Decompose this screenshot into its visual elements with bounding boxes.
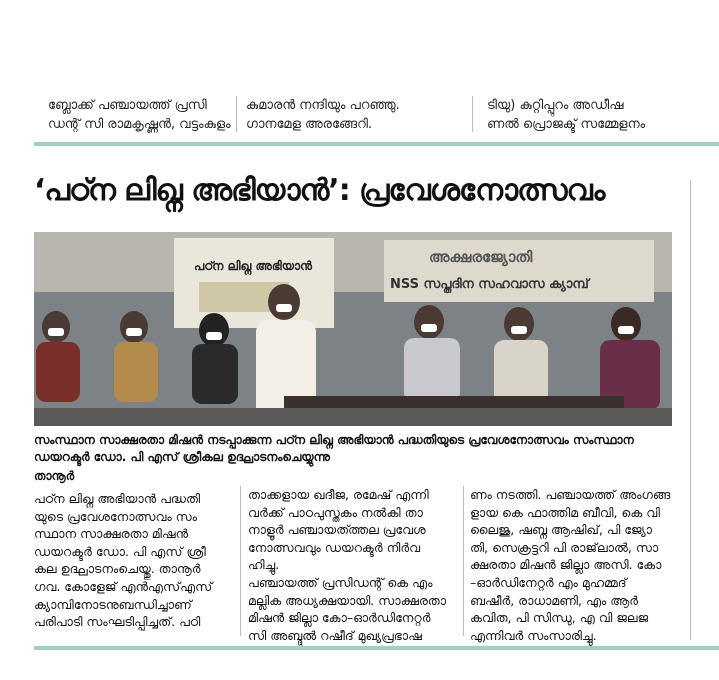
section-divider bbox=[34, 142, 719, 146]
banner-right-text: NSS സപ്തദിന സഹവാസ ക്യാമ്പ് bbox=[390, 277, 589, 292]
article-line: നോത്സവവും ഡയറക്ടർ നിർവ bbox=[248, 539, 421, 555]
snippet-line: ഗാനമേള അരങ്ങേറി. bbox=[246, 117, 373, 132]
article-headline: ‘പഠ്ന ലിഖ്ന അഭിയാൻ’: പ്രവേശനോത്സവം bbox=[34, 173, 605, 208]
article-line: മല്ലിക അധ്യക്ഷയായി. സാക്ഷരതാ bbox=[248, 592, 447, 608]
article-line: എന്നിവർ സംസാരിച്ചു. bbox=[470, 627, 597, 643]
snippet-line: ഡന്റ് സി രാമകൃഷ്ണൻ, വട്ടംകുളം bbox=[48, 117, 231, 132]
column-rule bbox=[472, 96, 473, 132]
section-divider-bottom bbox=[34, 646, 719, 650]
article-line: –ഓർഡിനേറ്റർ എം മുഹമ്മദ് bbox=[470, 574, 627, 590]
article-line: സ്ഥാന സാക്ഷരതാ മിഷൻ bbox=[34, 526, 189, 542]
column-rule bbox=[240, 486, 241, 636]
column-rule bbox=[236, 96, 237, 132]
photo-caption: സംസ്ഥാന സാക്ഷരതാ മിഷൻ നടപ്പാക്കുന്ന പഠ്ന ലിഖ്ന അഭിയാൻ പദ്ധതിയുടെ പ്രവേശനോത്സവം സംസ്ഥാന ഡയറക്ടർ ഡോ. പി എസ് ശ്രീകല ഉദ്ഘാടനംചെയ്യുന്നു bbox=[34, 433, 634, 464]
article-line: താക്കളായ ഖദീജ, രമേഷ് എന്നി bbox=[248, 487, 429, 502]
article-column-3 bbox=[470, 486, 680, 644]
snippet-line: ടിയു) കുറ്റിപ്പുറം അഡീഷ bbox=[487, 98, 624, 113]
article-line: ഹിച്ചു. bbox=[248, 557, 280, 573]
article-line: ബഷീർ, രാധാമണി, എം ആർ bbox=[470, 592, 638, 608]
article-line: വർക്ക് പാഠപുസ്തകം നൽകി താ bbox=[248, 504, 423, 520]
prev-article-snippet-1 bbox=[48, 96, 231, 134]
article-column-2 bbox=[248, 486, 456, 644]
article-line: ഗവ. കോളേജ് എൻഎസ്എസ് bbox=[34, 578, 213, 594]
article-line: പരിപാടി സംഘടിപ്പിച്ചത്. പഠി bbox=[34, 614, 201, 630]
article-line: ലൈജു, ഷബ്ന ആഷിഖ്, പി ജ്യോ bbox=[470, 522, 652, 538]
article-line: ണം നടത്തി. പഞ്ചായത്ത് അംഗങ്ങ bbox=[470, 487, 671, 502]
article-line: പഞ്ചായത്ത് പ്രസിഡന്റ് കെ എം bbox=[248, 574, 433, 590]
snippet-line: ണൽ പ്രൊജക്ട് സമ്മേളനം bbox=[487, 117, 646, 132]
article-column-1 bbox=[34, 490, 234, 631]
column-rule bbox=[690, 180, 691, 640]
article-line: കവിത, പി സിന്ധു, എ വി ജലജ bbox=[470, 610, 649, 626]
prev-article-snippet-3 bbox=[487, 96, 645, 134]
article-line: ഡയറക്ടർ ഡോ. പി എസ് ശ്രീ bbox=[34, 543, 206, 559]
article-line: ക്യാമ്പിനോടനുബന്ധിച്ചാണ് bbox=[34, 596, 192, 612]
article-photo[interactable] bbox=[34, 232, 672, 426]
article-line: ക്ഷരതാ മിഷൻ ജില്ലാ അസി. കോ bbox=[470, 557, 662, 573]
banner-right-top-text: അക്ഷരജ്യോതി bbox=[429, 248, 533, 266]
article-line: കല ഉദ്ഘാടനംചെയ്തു. താനൂർ bbox=[34, 561, 201, 577]
snippet-line: ബ്ലോക്ക് പഞ്ചായത്ത് പ്രസി bbox=[48, 98, 207, 113]
article-line: തി, സെക്രട്ടറി പി രാജ്‌ലാൽ, സാ bbox=[470, 539, 659, 555]
snippet-line: കുമാരൻ നന്ദിയും പറഞ്ഞു. bbox=[246, 98, 400, 113]
article-line: യുടെ പ്രവേശനോത്സവം സം bbox=[34, 508, 197, 524]
article-line: ളായ കെ ഫാത്തിമ ബീവി, കെ വി bbox=[470, 504, 660, 520]
article-line: മിഷൻ ജില്ലാ കോ–ഓർഡിനേറ്റർ bbox=[248, 610, 431, 626]
article-line: നാളൂർ പഞ്ചായത്ത്തല പ്രവേശ bbox=[248, 522, 426, 538]
article-line: പഠ്ന ലിഖ്ന അഭിയാൻ പദ്ധതി bbox=[34, 491, 201, 506]
article-dateline: താനൂർ bbox=[34, 469, 75, 483]
banner-left-text: പഠ്ന ലിഖ്ന അഭിയാൻ bbox=[194, 259, 312, 273]
article-line: സി അബ്ദുൽ റഷീദ് മുഖ്യപ്രഭാഷ bbox=[248, 627, 422, 643]
column-rule bbox=[463, 486, 464, 636]
prev-article-snippet-2 bbox=[246, 96, 400, 134]
